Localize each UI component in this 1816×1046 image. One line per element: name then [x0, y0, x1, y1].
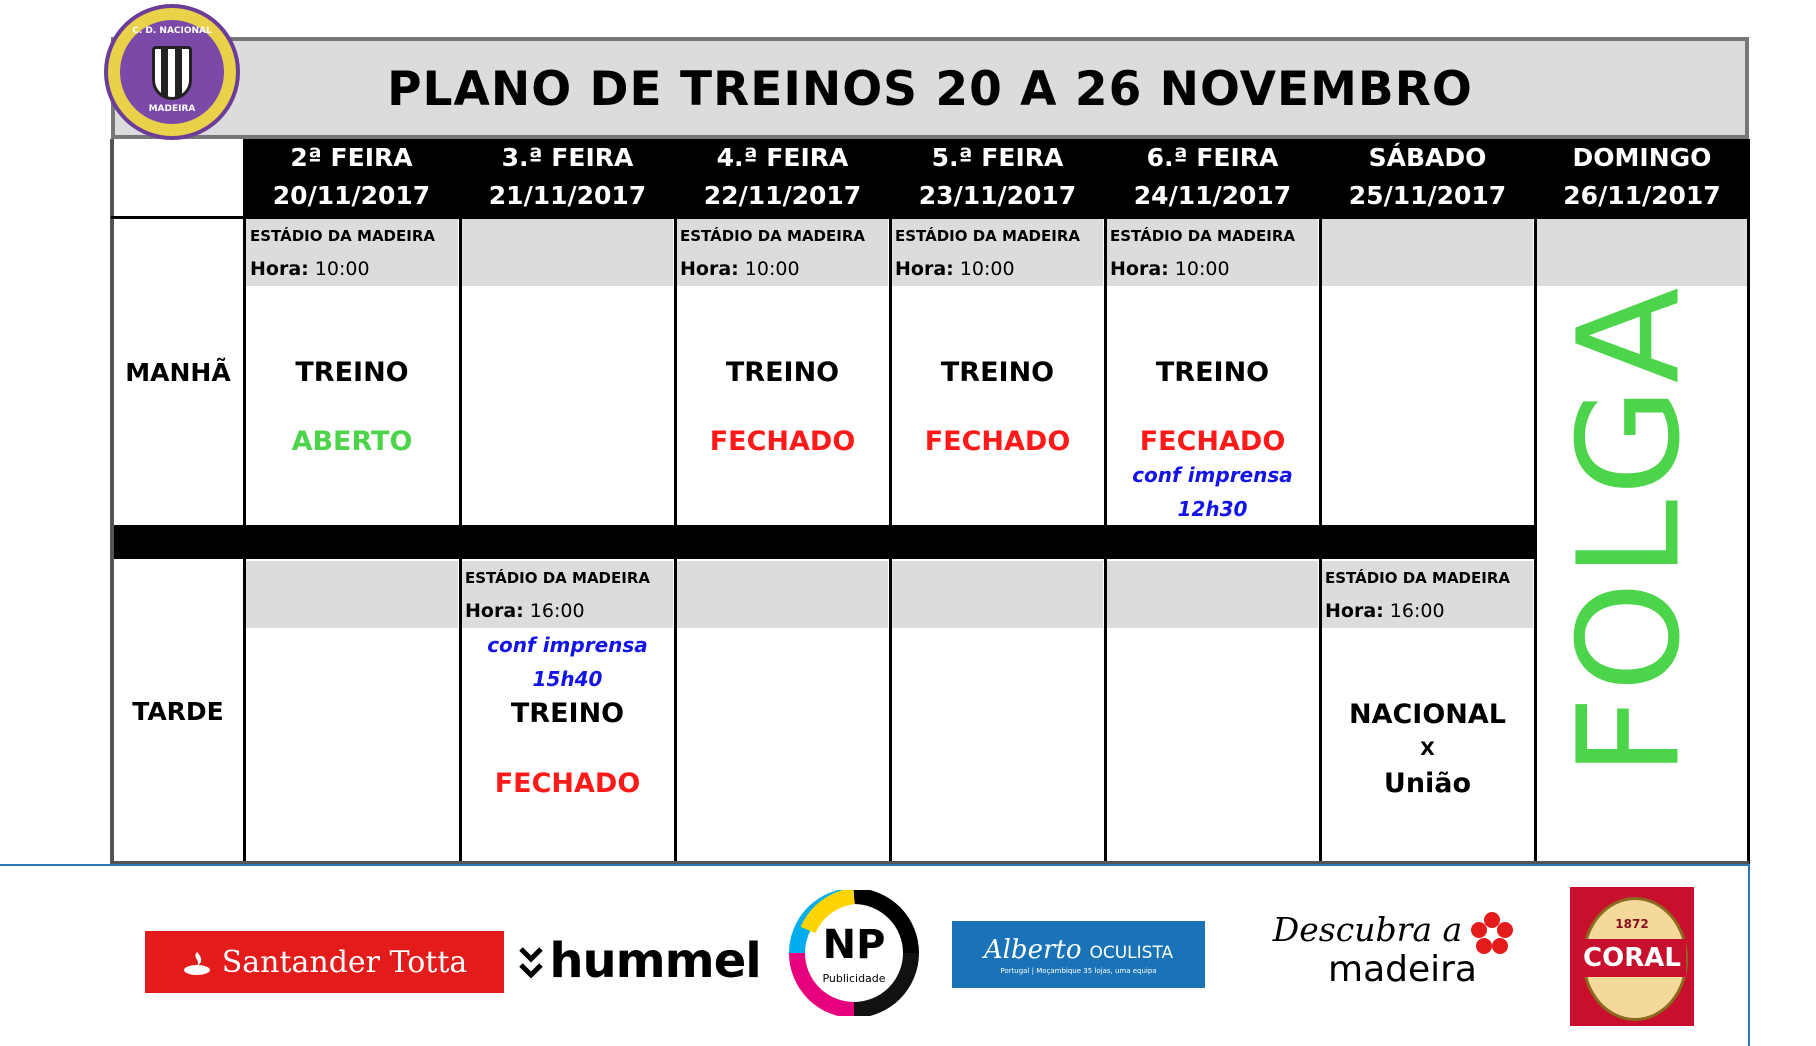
grid-line [243, 139, 246, 866]
sponsor-santander [145, 931, 504, 993]
band-wed-pm [677, 561, 888, 628]
page-title: PLANO DE TREINOS 20 A 26 NOVEMBRO [387, 62, 1473, 117]
np-sub-text: Publicidade [822, 972, 886, 985]
status-wed-am: FECHADO [709, 426, 856, 457]
venue-fri-am: ESTÁDIO DA MADEIRA [1110, 227, 1295, 245]
time-thu-am: Hora: 10:00 [895, 258, 1015, 280]
sponsor-alberto-oculista [952, 921, 1205, 988]
status-thu-am: FECHADO [924, 426, 1071, 457]
band-mon-pm [246, 561, 458, 628]
band-fri-pm [1107, 561, 1318, 628]
venue-mon-am: ESTÁDIO DA MADEIRA [250, 227, 435, 245]
grid-line [111, 216, 1749, 219]
footer-divider [0, 864, 1750, 866]
sponsor-coral [1570, 887, 1694, 1026]
madeira-line2: madeira [1328, 949, 1477, 990]
day-header-sat: SÁBADO 25/11/2017 [1348, 143, 1507, 210]
band-thu-pm [892, 561, 1103, 628]
grid-line-right [1747, 139, 1750, 866]
time-fri-am: Hora: 10:00 [1110, 258, 1230, 280]
band-sun-am [1537, 219, 1747, 286]
day-header-mon: 2ª FEIRA 20/11/2017 [272, 143, 431, 210]
grid-line [889, 217, 892, 866]
match-vs: X [1420, 738, 1435, 760]
club-logo-bottom-text: MADEIRA [148, 104, 196, 114]
venue-thu-am: ESTÁDIO DA MADEIRA [895, 227, 1080, 245]
oculista-text: OCULISTA [1089, 942, 1174, 963]
np-text: NP [822, 922, 886, 968]
flame-icon [182, 949, 212, 975]
match-away-team: União [1383, 768, 1472, 799]
status-mon-am: ABERTO [291, 426, 413, 457]
grid-line-left [110, 139, 114, 866]
venue-tue-pm: ESTÁDIO DA MADEIRA [465, 569, 650, 587]
grid-line [1104, 217, 1107, 866]
press-fri-am: conf imprensa 12h30 [1132, 463, 1293, 521]
band-tue-am [462, 219, 673, 286]
day-header-thu: 5.ª FEIRA 23/11/2017 [918, 143, 1077, 210]
grid-line [1534, 217, 1537, 866]
session-mon-am: TREINO [295, 357, 409, 388]
time-mon-am: Hora: 10:00 [250, 258, 370, 280]
time-sat-pm: Hora: 16:00 [1325, 600, 1445, 622]
alberto-tagline: Portugal | Moçambique 35 lojas, uma equipa [1000, 966, 1157, 975]
flower-icon [1469, 910, 1515, 960]
status-tue-pm: FECHADO [494, 768, 641, 799]
band-sat-am [1322, 219, 1533, 286]
grid-line [674, 217, 677, 866]
coral-year: 1872 [1615, 917, 1649, 931]
day-header-sun: DOMINGO 26/11/2017 [1563, 143, 1721, 210]
sponsor-santander-text: Santander Totta [221, 944, 468, 980]
chevron-icon [519, 941, 543, 981]
rest-day-label: FOLGA [1548, 283, 1712, 777]
madeira-line1: Descubra a [1272, 910, 1463, 949]
alberto-text: Alberto [983, 934, 1082, 965]
period-afternoon: TARDE [132, 697, 224, 726]
day-header-wed: 4.ª FEIRA 22/11/2017 [703, 143, 862, 210]
press-tue-pm: conf imprensa 15h40 [487, 633, 648, 691]
session-fri-am: TREINO [1155, 357, 1270, 388]
coral-text: CORAL [1578, 939, 1686, 977]
day-header-fri: 6.ª FEIRA 24/11/2017 [1133, 143, 1292, 210]
sponsor-descubra-madeira [1250, 900, 1525, 1000]
status-fri-am: FECHADO [1139, 426, 1286, 457]
session-wed-am: TREINO [725, 357, 840, 388]
venue-wed-am: ESTÁDIO DA MADEIRA [680, 227, 865, 245]
session-thu-am: TREINO [940, 357, 1055, 388]
time-wed-am: Hora: 10:00 [680, 258, 800, 280]
period-morning: MANHÃ [125, 358, 231, 387]
match-home-team: NACIONAL [1348, 699, 1506, 730]
footer-divider-vertical [1748, 864, 1750, 1046]
time-tue-pm: Hora: 16:00 [465, 600, 585, 622]
club-logo-top-text: C. D. NACIONAL [132, 26, 212, 36]
sponsor-hummel-text: hummel [549, 933, 761, 989]
sponsor-np [778, 890, 930, 1016]
club-shield-icon [152, 46, 192, 100]
sponsor-hummel [528, 928, 761, 994]
venue-sat-pm: ESTÁDIO DA MADEIRA [1325, 569, 1510, 587]
day-header-tue: 3.ª FEIRA 21/11/2017 [488, 143, 647, 210]
session-tue-pm: TREINO [510, 698, 625, 729]
